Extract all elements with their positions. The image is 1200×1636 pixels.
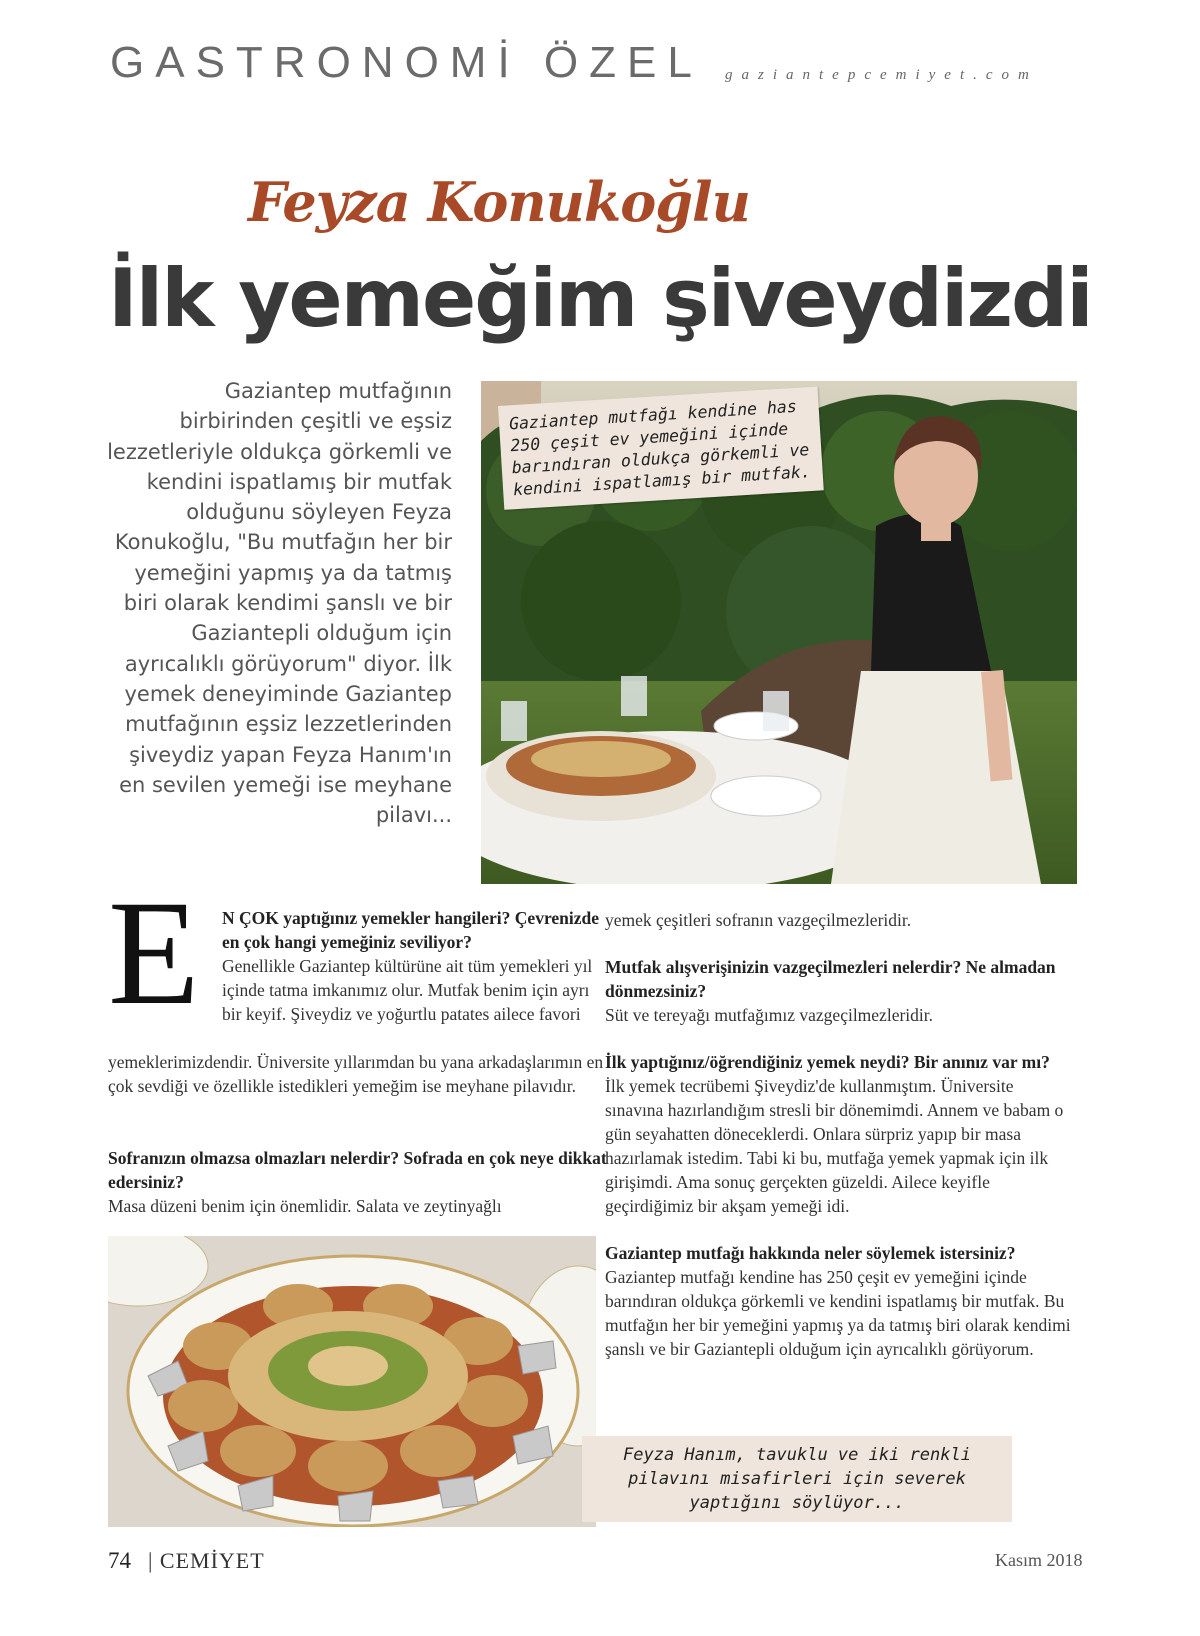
headline: İlk yemeğim şiveydizdi: [108, 252, 1092, 345]
website-url: gaziantepcemiyet.com: [725, 67, 1038, 83]
magazine-name: | CEMİYET: [148, 1548, 265, 1573]
author-name: Feyza Konukoğlu: [248, 170, 750, 234]
column-one-bottom: [108, 1146, 612, 1218]
answer-4: İlk yemek tecrübemi Şiveydiz'de kullanmıştım. Üniversite sınavına hazırlandığım stresli bir dönemimdi. Annem ve babam o gün seyahatten döneceklerdi. Onlara sürpriz yapıp bir masa hazırlamak istedim. Tabi ki bu, mutfağa yemek yapmak için ilk girişimdi. Ama sonuç gerçekten güzeldi. Ailece keyifle geçirdiğimiz bir akşam yemeği idi.: [605, 1076, 1064, 1216]
column-one-continued: [108, 1050, 612, 1098]
answer-3: Süt ve tereyağı mutfağımız vazgeçilmezleridir.: [605, 1005, 933, 1025]
dish-photo: [108, 1236, 596, 1527]
section-title: GASTRONOMİ ÖZEL: [110, 38, 703, 87]
question-4: İlk yaptığınız/öğrendiğiniz yemek neydi? Bir anınız var mı?: [605, 1052, 1050, 1072]
column-one-top: [222, 906, 612, 1026]
photo-caption-top: Gaziantep mutfağı kendine has 250 çeşit ev yemeğini içinde barındıran oldukça görkemli ve kendini ispatlamış bir mutfak.: [498, 386, 824, 509]
drop-cap: E: [108, 870, 200, 1036]
answer-2-part-2: yemek çeşitleri sofranın vazgeçilmezleridir.: [605, 910, 912, 930]
page-number: 74: [108, 1548, 131, 1573]
photo-caption-bottom: Feyza Hanım, tavuklu ve iki renkli pilavını misafirleri için severek yaptığını söylüyor...: [582, 1436, 1012, 1522]
answer-1-part-2: yemeklerimizdendir. Üniversite yıllarımdan bu yana arkadaşlarımın en çok sevdiği ve özellikle istedikleri yemeğim ise meyhane pilavıdır.: [108, 1052, 604, 1096]
answer-2-part-1: Masa düzeni benim için önemlidir. Salata ve zeytinyağlı: [108, 1196, 502, 1216]
question-3: Mutfak alışverişinizin vazgeçilmezleri nelerdir? Ne almadan dönmezsiniz?: [605, 957, 1056, 1001]
intro-paragraph: Gaziantep mutfağının birbirinden çeşitli ve eşsiz lezzetleriyle oldukça görkemli ve kendini ispatlamış bir mutfak olduğunu söyleyen Feyza Konukoğlu, "Bu mutfağın her bir yemeğini yapmış ya da tatmış biri olarak kendimi şanslı ve bir Gaziantepli olduğum için ayrıcalıklı görüyorum" diyor. İlk yemek deneyiminde Gaziantep mutfağının eşsiz lezzetlerinden şiveydiz yapan Feyza Hanım'ın en sevilen yemeği ise meyhane pilavı...: [107, 379, 452, 828]
column-two: [605, 908, 1073, 1361]
answer-1-part-1: Genellikle Gaziantep kültürüne ait tüm yemekleri yıl içinde tatma imkanımız olur. Mutfak benim için ayrı bir keyif. Şiveydiz ve yoğurtlu patates ailece favori: [222, 956, 593, 1024]
answer-5: Gaziantep mutfağı kendine has 250 çeşit ev yemeğini içinde barındıran oldukça görkemli ve kendini ispatlamış bir mutfak. Bu mutfağın her bir yemeğini yapmış ya da tatmış biri olarak kendimi şanslı ve bir Gaziantepli olduğum için ayrıcalıklı görüyorum.: [605, 1267, 1071, 1359]
question-2: Sofranızın olmazsa olmazları nelerdir? Sofrada en çok neye dikkat edersiniz?: [108, 1148, 607, 1192]
issue-date: Kasım 2018: [995, 1550, 1083, 1570]
question-5: Gaziantep mutfağı hakkında neler söylemek istersiniz?: [605, 1243, 1016, 1263]
question-1: N ÇOK yaptığınız yemekler hangileri? Çevrenizde en çok hangi yemeğiniz seviliyor?: [222, 908, 600, 952]
